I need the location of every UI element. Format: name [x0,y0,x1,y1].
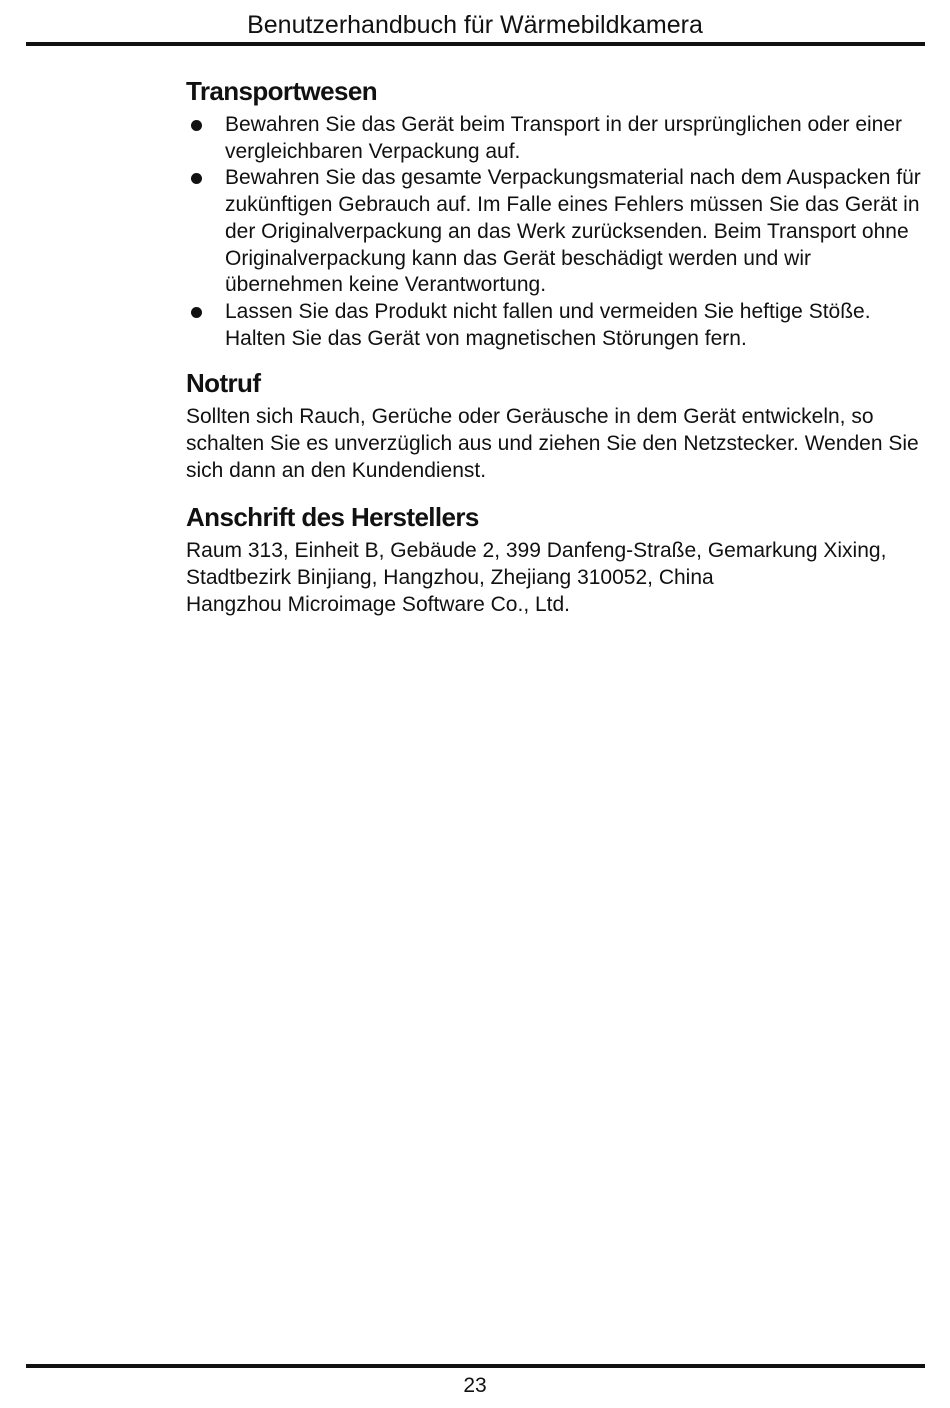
section-transport [186,74,926,352]
page-number: 23 [463,1374,487,1397]
list-item [186,299,926,352]
transport-bullet-list [186,112,926,352]
address-line: Stadtbezirk Binjiang, Hangzhou, Zhejiang 310052, China [186,566,714,590]
address-line: Raum 313, Einheit B, Gebäude 2, 399 Danfeng-Straße, Gemarkung Xixing, [186,539,887,563]
section-heading-transport: Transportwesen [186,76,377,106]
page-content [186,74,926,619]
page-header-title: Benutzerhandbuch für Wärmebildkamera [247,11,703,39]
manufacturer-address [186,538,926,618]
company-name: Hangzhou Microimage Software Co., Ltd. [186,592,571,616]
section-heading-manufacturer: Anschrift des Herstellers [186,502,479,533]
emergency-paragraph: Sollten sich Rauch, Gerüche oder Geräusche in dem Gerät entwickeln, so schalten Sie es unverzüglich aus und ziehen Sie den Netzstecker. Wenden Sie sich dann an den Kundendienst. [186,405,919,482]
list-item [186,112,926,165]
list-item [186,165,926,299]
bullet-icon [191,173,202,184]
bullet-icon [191,120,202,131]
bullet-text: Bewahren Sie das Gerät beim Transport in der ursprünglichen oder einer vergleichbaren Verpackung auf. [225,113,903,163]
header-rule [26,42,925,46]
bullet-text: Lassen Sie das Produkt nicht fallen und vermeiden Sie heftige Stöße. Halten Sie das Gerät von magnetischen Störungen fern. [225,299,871,350]
footer-rule [26,1364,925,1368]
bullet-text: Bewahren Sie das gesamte Verpackungsmaterial nach dem Auspacken für zukünftigen Gebrauch auf. Im Falle eines Fehlers müssen Sie das Gerät in der Originalverpackung an das Werk zurücksenden. Beim Transport ohne Originalverpackung kann das Gerät beschädigt werden und wir übernehmen keine Verantwortung. [225,166,921,297]
section-emergency [186,366,926,484]
section-manufacturer [186,500,926,618]
bullet-icon [191,307,202,318]
section-heading-emergency: Notruf [186,368,261,399]
